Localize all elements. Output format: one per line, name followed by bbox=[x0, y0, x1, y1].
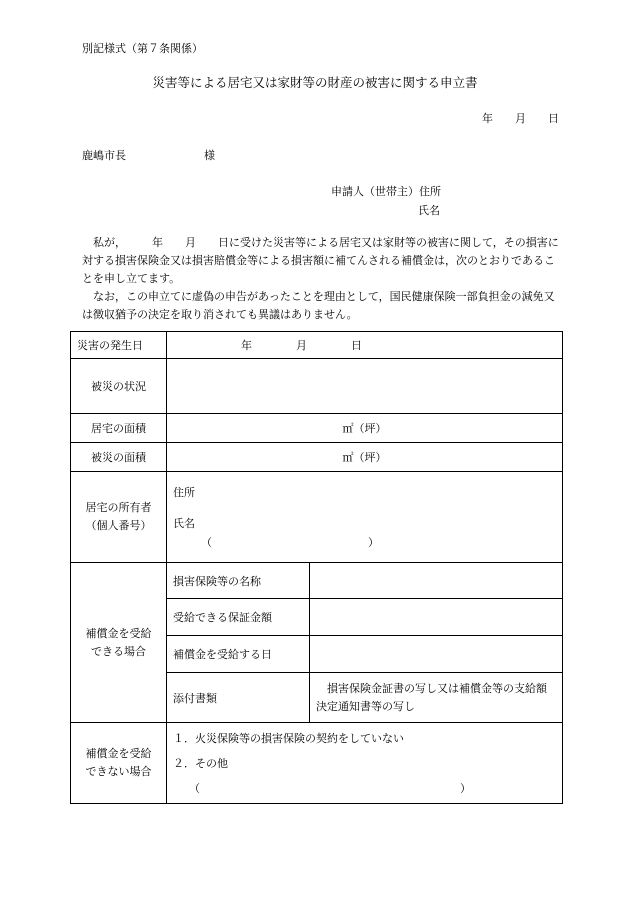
cannot-receive-line-1: 補償金を受給 bbox=[85, 747, 152, 760]
statement-paragraph-2: なお，この申立てに虚偽の申告があったことを理由として，国民健康保険一部負担金の減免又は徴収猶予の決定を取り消されても異議はありません。 bbox=[82, 290, 555, 321]
occurrence-month: 月 bbox=[296, 339, 307, 352]
statement-p1-start: 私が， bbox=[93, 236, 126, 249]
damage-status-label: 被災の状況 bbox=[71, 359, 167, 414]
residence-area-unit: ㎡（坪） bbox=[342, 422, 387, 435]
applicant-address-label: 申請人（世帯主）住所 bbox=[331, 185, 441, 198]
option-no-insurance[interactable]: １．火災保険等の損害保険の契約をしていない bbox=[173, 731, 404, 745]
damaged-area-label: 被災の面積 bbox=[71, 443, 167, 472]
insurance-name-field[interactable] bbox=[310, 563, 563, 599]
statement-month: 月 bbox=[185, 236, 196, 249]
cannot-receive-line-2: できない場合 bbox=[85, 765, 152, 778]
date-month: 月 bbox=[515, 112, 526, 125]
owner-address-label: 住所 bbox=[173, 485, 195, 499]
attachments-label: 添付書類 bbox=[167, 673, 310, 723]
owner-paren-open: （ bbox=[201, 535, 212, 549]
addressee-honorific: 様 bbox=[204, 149, 215, 162]
owner-label-line-2: （個人番号） bbox=[85, 519, 152, 532]
damage-form-table bbox=[70, 331, 563, 804]
other-paren-open: （ bbox=[189, 781, 200, 795]
option-other[interactable]: ２．その他 bbox=[173, 756, 228, 770]
occurrence-day: 日 bbox=[351, 339, 362, 352]
can-receive-label bbox=[71, 563, 167, 723]
guarantee-amount-label: 受給できる保証金額 bbox=[167, 599, 310, 636]
attachments-value: 損害保険金証書の写し又は補償金等の支給額決定通知書等の写し bbox=[310, 673, 563, 723]
owner-label-line-1: 居宅の所有者 bbox=[85, 501, 152, 514]
statement bbox=[82, 234, 560, 324]
receive-date-field[interactable] bbox=[310, 636, 563, 673]
can-receive-line-2: できる場合 bbox=[91, 644, 146, 658]
statement-paragraph-1 bbox=[82, 234, 560, 288]
owner-field[interactable] bbox=[167, 472, 563, 563]
applicant-name-label: 氏名 bbox=[418, 204, 440, 217]
damaged-area-field[interactable] bbox=[167, 443, 563, 472]
document-title: 災害等による居宅又は家財等の財産の被害に関する申立書 bbox=[152, 75, 478, 90]
owner-paren-close: ） bbox=[368, 535, 379, 549]
date-year: 年 bbox=[482, 112, 493, 125]
other-paren-close: ） bbox=[460, 781, 471, 795]
residence-area-label: 居宅の面積 bbox=[71, 414, 167, 443]
occurrence-year: 年 bbox=[241, 339, 252, 352]
insurance-name-label: 損害保険等の名称 bbox=[167, 563, 310, 599]
damage-status-field[interactable] bbox=[167, 359, 563, 414]
damaged-area-unit: ㎡（坪） bbox=[342, 451, 387, 464]
addressee-name: 鹿嶋市長 bbox=[82, 149, 126, 162]
guarantee-amount-field[interactable] bbox=[310, 599, 563, 636]
other-reason-field[interactable] bbox=[189, 776, 471, 801]
submission-date bbox=[482, 110, 559, 126]
statement-year: 年 bbox=[152, 236, 163, 249]
statement-p1-rest: 日に受けた災害等による居宅又は家財等の被害に関して，その損害に対する損害保険金又は損害賠償金等による損害額に補てんされる補償金は，次のとおりであることを申し立てます。 bbox=[82, 236, 559, 285]
date-day: 日 bbox=[548, 112, 559, 125]
cannot-receive-label bbox=[71, 723, 167, 804]
occurrence-date-label: 災害の発生日 bbox=[71, 332, 167, 359]
receive-date-label: 補償金を受給する日 bbox=[167, 636, 310, 673]
cannot-receive-options bbox=[167, 723, 563, 804]
form-label: 別記様式（第７条関係） bbox=[82, 42, 203, 55]
owner-label bbox=[71, 472, 167, 563]
owner-name-label: 氏名 bbox=[173, 516, 195, 530]
can-receive-line-1: 補償金を受給 bbox=[85, 626, 152, 640]
residence-area-field[interactable] bbox=[167, 414, 563, 443]
occurrence-date-field[interactable] bbox=[167, 332, 563, 359]
